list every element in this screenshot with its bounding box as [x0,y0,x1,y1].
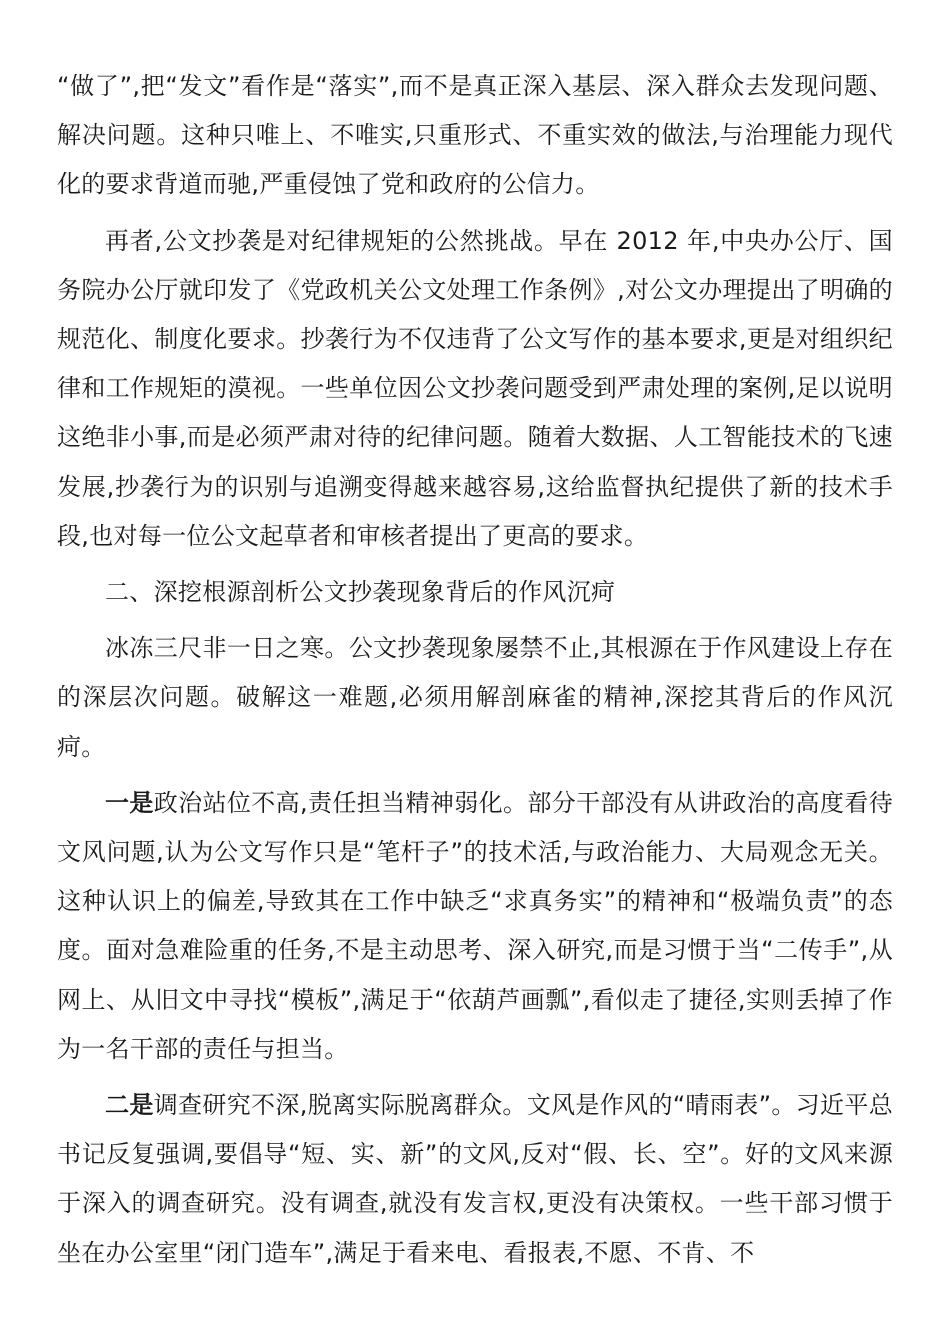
point-lead: 一是 [105,788,154,817]
paragraph-text: 冰冻三尺非一日之寒。公文抄袭现象屡禁不止,其根源在于作风建设上存在的深层次问题。破解这一难题,必须用解剖麻雀的精神,深挖其背后的作风沉疴。 [57,634,893,761]
paragraph-discipline [57,217,893,561]
point-lead: 二是 [105,1091,154,1120]
paragraph-point-two [57,1081,893,1278]
section-heading-text: 二、深挖根源剖析公文抄袭现象背后的作风沉疴 [105,578,616,607]
paragraph-text: 再者,公文抄袭是对纪律规矩的公然挑战。早在 2012 年,中央办公厅、国务院办公厅就印发了《党政机关公文处理工作条例》,对公文办理提出了明确的规范化、制度化要求。抄袭行为不仅违背了公文写作的基本要求,更是对组织纪律和工作规矩的漠视。一些单位因公文抄袭问题受到严肃处理的案例,足以说明这绝非小事,而是必须严肃对待的纪律问题。随着大数据、人工智能技术的飞速发展,抄袭行为的识别与追溯变得越来越容易,这给监督执纪提供了新的技术手段,也对每一位公文起草者和审核者提出了更高的要求。 [57,226,893,550]
document-page [57,62,893,1278]
paragraph-root-cause [57,624,893,772]
paragraph-text: “做了”,把“发文”看作是“落实”,而不是真正深入基层、深入群众去发现问题、解决问题。这种只唯上、不唯实,只重形式、不重实效的做法,与治理能力现代化的要求背道而驰,严重侵蚀了党和政府的公信力。 [57,72,893,199]
paragraph-text: 政治站位不高,责任担当精神弱化。部分干部没有从讲政治的高度看待文风问题,认为公文写作只是“笔杆子”的技术活,与政治能力、大局观念无关。这种认识上的偏差,导致其在工作中缺乏“求真务实”的精神和“极端负责”的态度。面对急难险重的任务,不是主动思考、深入研究,而是习惯于当“二传手”,从网上、从旧文中寻找“模板”,满足于“依葫芦画瓢”,看似走了捷径,实则丢掉了作为一名干部的责任与担当。 [57,788,893,1063]
paragraph-point-one [57,779,893,1074]
paragraph-continuation [57,62,893,210]
paragraph-text: 调查研究不深,脱离实际脱离群众。文风是作风的“晴雨表”。习近平总书记反复强调,要倡导“短、实、新”的文风,反对“假、长、空”。好的文风来源于深入的调查研究。没有调查,就没有发言权,更没有决策权。一些干部习惯于坐在办公室里“闭门造车”,满足于看来电、看报表,不愿、不肯、不 [57,1091,893,1267]
section-heading [57,568,893,617]
